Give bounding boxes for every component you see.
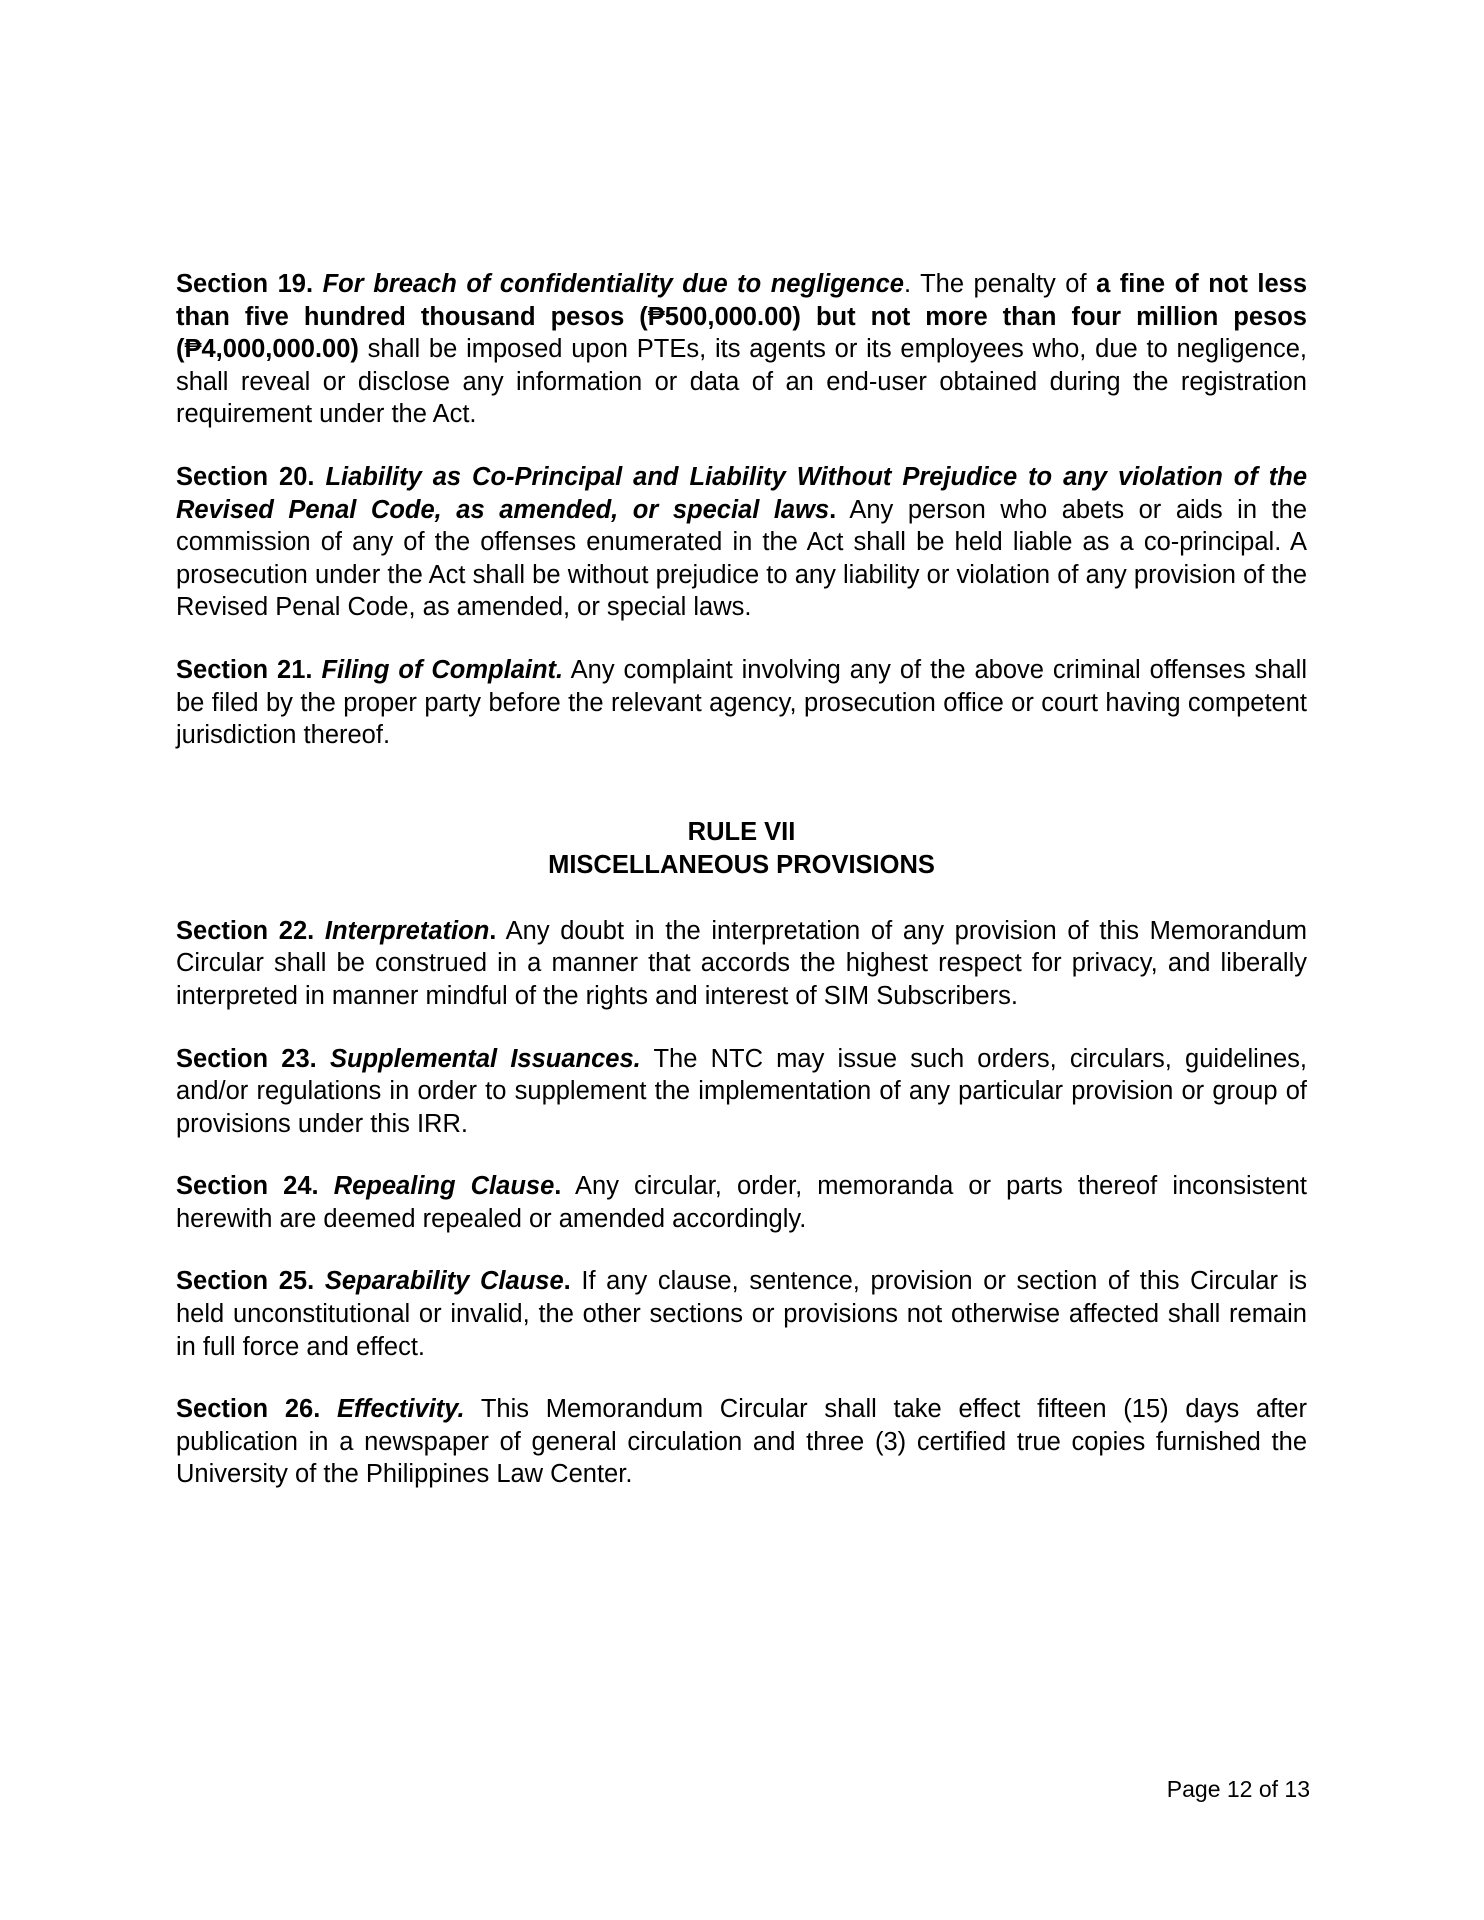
section-title-punct: . [563,1267,571,1296]
section-title: Interpretation [324,916,490,945]
section-text: Any doubt in the interpretation of any provision of this Memorandum Circular shall be construed in a manner that accords the highest respect for privacy, and liberally interpreted in manner mindful of the rights and interest of SIM Subscribers. [176,916,1307,1010]
section-title-punct: . [903,270,912,298]
section-26 [176,1393,1307,1491]
section-label: Section 20. [176,462,315,491]
section-label: Section 26. [176,1395,321,1424]
section-25 [176,1265,1307,1363]
section-21 [176,654,1307,752]
section-title: Liability as Co-Principal and Liability Without Prejudice to any violation of the Revised Penal Code, as amended, or special laws [176,462,1307,524]
section-title-punct: . [829,495,837,524]
section-title: Repealing Clause [333,1172,555,1201]
rule-number: RULE VII [687,817,796,846]
section-19 [176,268,1307,431]
section-22 [176,915,1307,1013]
section-text: Any person who abets or aids in the commission of any of the offenses enumerated in the Act shall be held liable as a co-principal. A prosecution under the Act shall be without prejudice to any liability or violation of any provision of the Revised Penal Code, as amended, or special laws. [176,495,1307,622]
section-text: The penalty of [911,270,1097,298]
section-title: Separability Clause [324,1267,564,1296]
section-text-continued: shall be imposed upon PTEs, its agents or its employees who, due to negligence, shall reveal or disclose any information or data of an end-user obtained during the registration requirement under the Act. [176,335,1307,429]
rule-name: MISCELLANEOUS PROVISIONS [548,850,935,879]
page-number: Page 12 of 13 [1166,1776,1310,1802]
section-20 [176,461,1307,624]
section-title: For breach of confidentiality due to negligence [322,270,904,298]
section-text: Any complaint involving any of the above criminal offenses shall be filed by the proper party before the relevant agency, prosecution office or court having competent jurisdiction thereof. [176,655,1307,750]
section-title-punct: . [554,1172,562,1201]
section-text: This Memorandum Circular shall take effect fifteen (15) days after publication in a newspaper of general circulation and three (3) certified true copies furnished the University of the Philippines Law Center. [176,1395,1307,1489]
document-page [176,268,1307,1521]
section-text: Any circular, order, memoranda or parts thereof inconsistent herewith are deemed repealed or amended accordingly. [176,1172,1307,1233]
section-label: Section 19. [176,270,314,298]
section-text: The NTC may issue such orders, circulars, guidelines, and/or regulations in order to supplement the implementation of any particular provision or group of provisions under this IRR. [176,1044,1307,1138]
section-24 [176,1170,1307,1235]
section-title: Supplemental Issuances. [329,1044,641,1073]
section-penalty-text: a fine of not less than five hundred thousand pesos (₱500,000.00) but not more than four million pesos (₱4,000,000.00) [176,270,1308,364]
section-label: Section 22. [176,916,315,945]
section-title-punct: . [489,916,497,945]
section-text: If any clause, sentence, provision or section of this Circular is held unconstitutional or invalid, the other sections or provisions not otherwise affected shall remain in full force and effect. [176,1267,1308,1361]
section-label: Section 25. [176,1267,315,1296]
section-23 [176,1043,1307,1141]
section-title: Filing of Complaint. [321,655,564,684]
section-label: Section 23. [176,1044,317,1073]
section-title: Effectivity. [337,1395,465,1424]
section-label: Section 24. [176,1172,319,1201]
section-label: Section 21. [176,655,313,684]
rule-heading [176,816,1307,882]
